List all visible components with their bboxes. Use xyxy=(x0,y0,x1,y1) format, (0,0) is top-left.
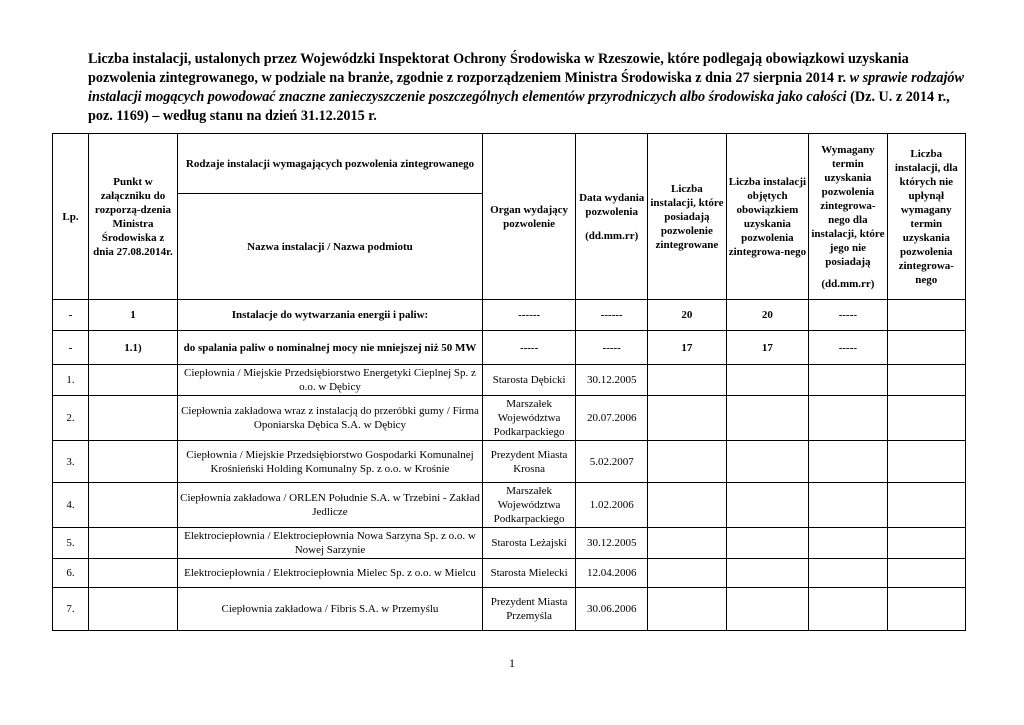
header-liczba-objetych: Liczba instalacji objętych obowiązkiem uzyskania pozwolenia zintegrowa-nego xyxy=(726,134,809,300)
cell-termin xyxy=(809,396,887,441)
cell-punkt: 1 xyxy=(89,300,178,331)
cell-termin xyxy=(809,559,887,588)
cell-name: Ciepłownia / Miejskie Przedsiębiorstwo Energetyki Cieplnej Sp. z o.o. w Dębicy xyxy=(177,365,482,396)
cell-organ: Marszałek Województwa Podkarpackiego xyxy=(483,396,576,441)
header-nazwa: Nazwa instalacji / Nazwa podmiotu xyxy=(177,194,482,300)
table-row xyxy=(53,483,966,528)
cell-termin: ----- xyxy=(809,331,887,365)
cell-posiadaja xyxy=(648,528,726,559)
cell-uplynal xyxy=(887,528,965,559)
cell-objetych xyxy=(726,559,809,588)
cell-uplynal xyxy=(887,441,965,483)
cell-data: 30.12.2005 xyxy=(576,365,648,396)
document-heading xyxy=(88,50,968,126)
cell-data: ----- xyxy=(576,331,648,365)
cell-uplynal xyxy=(887,483,965,528)
header-termin xyxy=(809,134,887,300)
cell-punkt xyxy=(89,559,178,588)
category-row xyxy=(53,331,966,365)
cell-objetych xyxy=(726,483,809,528)
cell-name: Elektrociepłownia / Elektrociepłownia Mielec Sp. z o.o. w Mielcu xyxy=(177,559,482,588)
cell-name: Elektrociepłownia / Elektrociepłownia Nowa Sarzyna Sp. z o.o. w Nowej Sarzynie xyxy=(177,528,482,559)
cell-posiadaja xyxy=(648,396,726,441)
cell-uplynal xyxy=(887,331,965,365)
cell-lp: 4. xyxy=(53,483,89,528)
cell-organ: ------ xyxy=(483,300,576,331)
header-data xyxy=(576,134,648,300)
cell-termin xyxy=(809,483,887,528)
cell-lp: - xyxy=(53,300,89,331)
header-organ: Organ wydający pozwolenie xyxy=(483,134,576,300)
header-data-label: Data wydania pozwolenia xyxy=(579,191,645,218)
header-lp: Lp. xyxy=(53,134,89,300)
heading-tail-text: (Dz. U. z 2014 r., poz. 1169) – według stanu na dzień 31.12.2015 r. xyxy=(88,89,950,124)
cell-data: 12.04.2006 xyxy=(576,559,648,588)
cell-objetych xyxy=(726,441,809,483)
table-row xyxy=(53,441,966,483)
header-rodzaje: Rodzaje instalacji wymagających pozwolenia zintegrowanego xyxy=(177,134,482,194)
cell-organ: Marszałek Województwa Podkarpackiego xyxy=(483,483,576,528)
cell-organ: Starosta Leżajski xyxy=(483,528,576,559)
cell-lp: 1. xyxy=(53,365,89,396)
cell-termin xyxy=(809,441,887,483)
table-row xyxy=(53,559,966,588)
header-liczba-posiadaja: Liczba instalacji, które posiadają pozwolenie zintegrowane xyxy=(648,134,726,300)
page-number: 1 xyxy=(509,656,515,670)
cell-termin xyxy=(809,528,887,559)
cell-lp: 5. xyxy=(53,528,89,559)
cell-termin xyxy=(809,588,887,631)
cell-name: Ciepłownia zakładowa / Fibris S.A. w Przemyślu xyxy=(177,588,482,631)
cell-data: 5.02.2007 xyxy=(576,441,648,483)
cell-objetych xyxy=(726,365,809,396)
table-row xyxy=(53,588,966,631)
cell-punkt: 1.1) xyxy=(89,331,178,365)
cell-punkt xyxy=(89,588,178,631)
cell-uplynal xyxy=(887,396,965,441)
cell-name: Instalacje do wytwarzania energii i paliw: xyxy=(177,300,482,331)
heading-italic-text: w sprawie rodzajów instalacji mogących powodować znaczne zanieczyszczenie poszczególnych elementów przyrodniczych albo środowiska jako całości xyxy=(88,70,964,105)
cell-termin: ----- xyxy=(809,300,887,331)
cell-posiadaja xyxy=(648,483,726,528)
cell-punkt xyxy=(89,483,178,528)
cell-objetych: 17 xyxy=(726,331,809,365)
cell-organ: Starosta Mielecki xyxy=(483,559,576,588)
cell-punkt xyxy=(89,365,178,396)
cell-lp: 2. xyxy=(53,396,89,441)
cell-data: ------ xyxy=(576,300,648,331)
cell-objetych xyxy=(726,588,809,631)
installations-table xyxy=(52,133,966,631)
category-row xyxy=(53,300,966,331)
heading-bold-text: Liczba instalacji, ustalonych przez Wojewódzki Inspektorat Ochrony Środowiska w Rzeszowie, które podlegają obowiązkowi uzyskania pozwolenia zintegrowanego, w podziale na branże, zgodnie z rozporządzeniem Ministra Środowiska z dnia 27 sierpnia 2014 r. xyxy=(88,51,909,86)
cell-lp: 6. xyxy=(53,559,89,588)
cell-lp: - xyxy=(53,331,89,365)
header-data-format: (dd.mm.rr) xyxy=(585,229,639,242)
cell-punkt xyxy=(89,396,178,441)
cell-uplynal xyxy=(887,588,965,631)
cell-organ: Prezydent Miasta Przemyśla xyxy=(483,588,576,631)
cell-uplynal xyxy=(887,365,965,396)
cell-name: do spalania paliw o nominalnej mocy nie mniejszej niż 50 MW xyxy=(177,331,482,365)
cell-name: Ciepłownia / Miejskie Przedsiębiorstwo Gospodarki Komunalnej Krośnieński Holding Komunalny Sp. z o.o. w Krośnie xyxy=(177,441,482,483)
cell-punkt xyxy=(89,528,178,559)
cell-posiadaja xyxy=(648,588,726,631)
cell-posiadaja: 20 xyxy=(648,300,726,331)
cell-punkt xyxy=(89,441,178,483)
cell-objetych xyxy=(726,396,809,441)
cell-data: 30.06.2006 xyxy=(576,588,648,631)
cell-data: 1.02.2006 xyxy=(576,483,648,528)
header-termin-label: Wymagany termin uzyskania pozwolenia zintegrowa-nego dla instalacji, które jego nie posiadają xyxy=(811,143,885,268)
cell-lp: 7. xyxy=(53,588,89,631)
header-punkt: Punkt w załączniku do rozporzą-dzenia Ministra Środowiska z dnia 27.08.2014r. xyxy=(89,134,178,300)
cell-posiadaja xyxy=(648,365,726,396)
cell-posiadaja: 17 xyxy=(648,331,726,365)
cell-objetych: 20 xyxy=(726,300,809,331)
cell-posiadaja xyxy=(648,441,726,483)
cell-name: Ciepłownia zakładowa wraz z instalacją do przeróbki gumy / Firma Oponiarska Dębica S.A. w Dębicy xyxy=(177,396,482,441)
header-row xyxy=(53,134,966,194)
header-uplynal: Liczba instalacji, dla których nie upłynął wymagany termin uzyskania pozwolenia zintegrowa-nego xyxy=(887,134,965,300)
cell-posiadaja xyxy=(648,559,726,588)
cell-data: 20.07.2006 xyxy=(576,396,648,441)
cell-data: 30.12.2005 xyxy=(576,528,648,559)
table-row xyxy=(53,528,966,559)
cell-lp: 3. xyxy=(53,441,89,483)
cell-organ: Starosta Dębicki xyxy=(483,365,576,396)
header-termin-format: (dd.mm.rr) xyxy=(821,277,875,290)
table-row xyxy=(53,365,966,396)
cell-termin xyxy=(809,365,887,396)
cell-name: Ciepłownia zakładowa / ORLEN Południe S.A. w Trzebini - Zakład Jedlicze xyxy=(177,483,482,528)
table-row xyxy=(53,396,966,441)
cell-uplynal xyxy=(887,300,965,331)
cell-objetych xyxy=(726,528,809,559)
cell-organ: Prezydent Miasta Krosna xyxy=(483,441,576,483)
cell-organ: ----- xyxy=(483,331,576,365)
cell-uplynal xyxy=(887,559,965,588)
